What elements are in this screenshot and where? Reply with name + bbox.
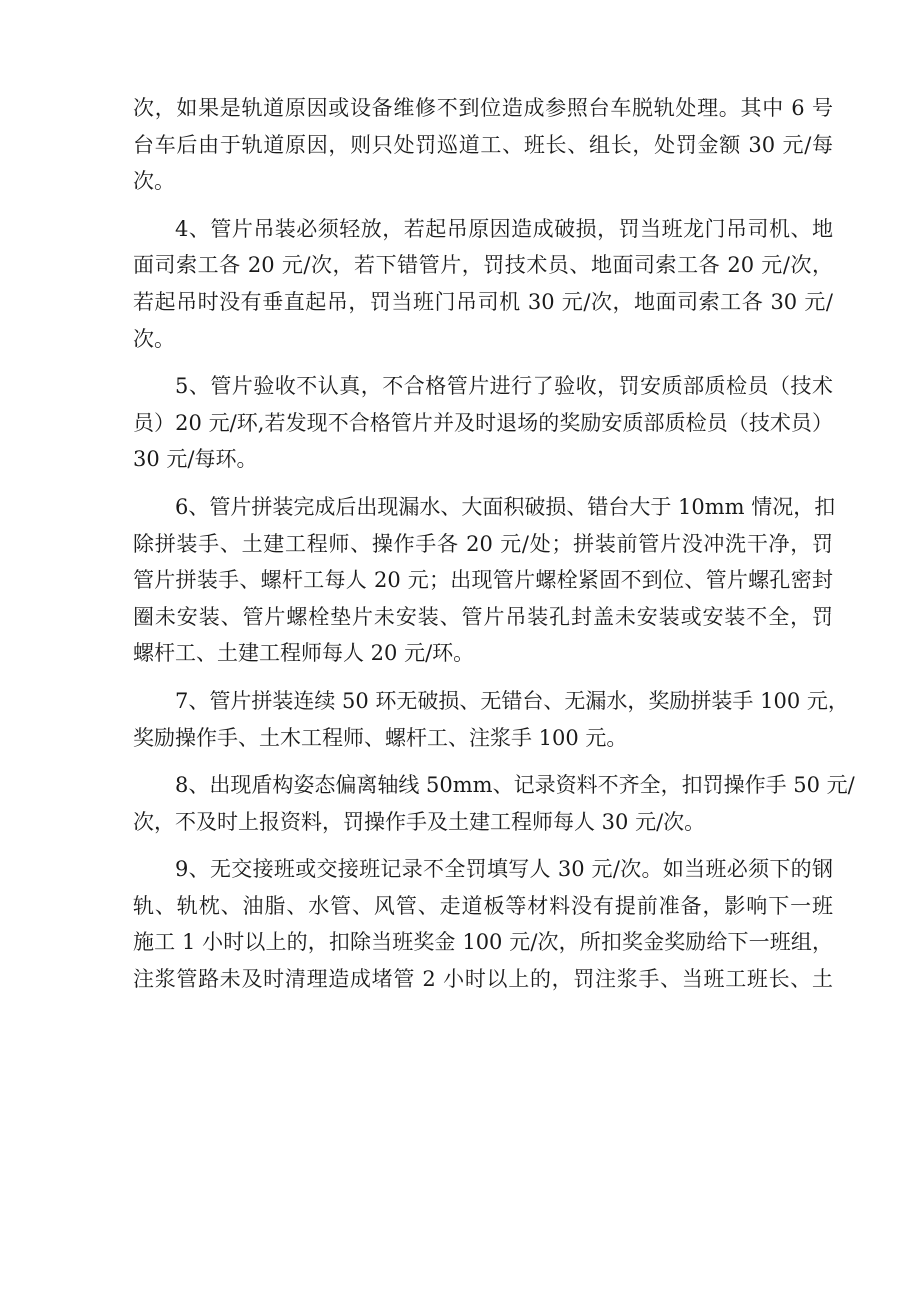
text-line: 除拼装手、土建工程师、操作手各 20 元/处；拼装前管片没冲洗干净，罚 <box>133 531 833 556</box>
text-line: 奖励操作手、土木工程师、螺杆工、注浆手 100 元。 <box>133 725 628 750</box>
text-line: 5、管片验收不认真，不合格管片进行了验收，罚安质部质检员（技术 <box>175 374 833 399</box>
paragraph <box>133 851 833 997</box>
paragraph <box>133 90 833 200</box>
text-line: 6、管片拼装完成后出现漏水、大面积破损、错台大于 10mm 情况，扣 <box>175 494 836 519</box>
paragraph <box>133 489 836 672</box>
text-line: 7、管片拼装连续 50 环无破损、无错台、无漏水，奖励拼装手 100 元， <box>175 688 849 713</box>
text-line: 次，不及时上报资料，罚操作手及土建工程师每人 30 元/次。 <box>133 809 706 834</box>
text-line: 若起吊时没有垂直起吊，罚当班门吊司机 30 元/次，地面司索工各 30 元/ <box>133 289 833 314</box>
text-line: 9、无交接班或交接班记录不全罚填写人 30 元/次。如当班必须下的钢 <box>175 857 833 882</box>
text-line: 次。 <box>133 169 175 194</box>
text-line: 次，如果是轨道原因或设备维修不到位造成参照台车脱轨处理。其中 6 号 <box>133 96 833 120</box>
text-line: 注浆管路未及时清理造成堵管 2 小时以上的，罚注浆手、当班工班长、土 <box>133 967 833 992</box>
paragraph <box>133 767 855 840</box>
text-line: 30 元/每环。 <box>133 447 258 472</box>
text-line: 员）20 元/环,若发现不合格管片并及时退场的奖励安质部质检员（技术员） <box>133 410 833 435</box>
text-line: 次。 <box>133 326 175 351</box>
text-line: 螺杆工、土建工程师每人 20 元/环。 <box>133 641 475 666</box>
text-line: 管片拼装手、螺杆工每人 20 元；出现管片螺栓紧固不到位、管片螺孔密封 <box>133 568 833 593</box>
text-line: 4、管片吊装必须轻放，若起吊原因造成破损，罚当班龙门吊司机、地 <box>175 216 833 241</box>
text-line: 圈未安装、管片螺栓垫片未安装、管片吊装孔封盖未安装或安装不全，罚 <box>133 604 833 629</box>
body-text <box>133 90 855 998</box>
text-line: 面司索工各 20 元/次，若下错管片，罚技术员、地面司索工各 20 元/次， <box>133 253 833 278</box>
text-line: 施工 1 小时以上的，扣除当班奖金 100 元/次，所扣奖金奖励给下一班组， <box>133 930 833 955</box>
text-line: 8、出现盾构姿态偏离轴线 50mm、记录资料不齐全，扣罚操作手 50 元/ <box>175 773 855 798</box>
paragraph <box>133 211 833 357</box>
text-line: 台车后由于轨道原因，则只处罚巡道工、班长、组长，处罚金额 30 元/每 <box>133 132 833 157</box>
text-line: 轨、轨枕、油脂、水管、风管、走道板等材料没有提前准备，影响下一班 <box>133 893 833 918</box>
paragraph <box>133 683 849 756</box>
paragraph <box>133 368 833 478</box>
